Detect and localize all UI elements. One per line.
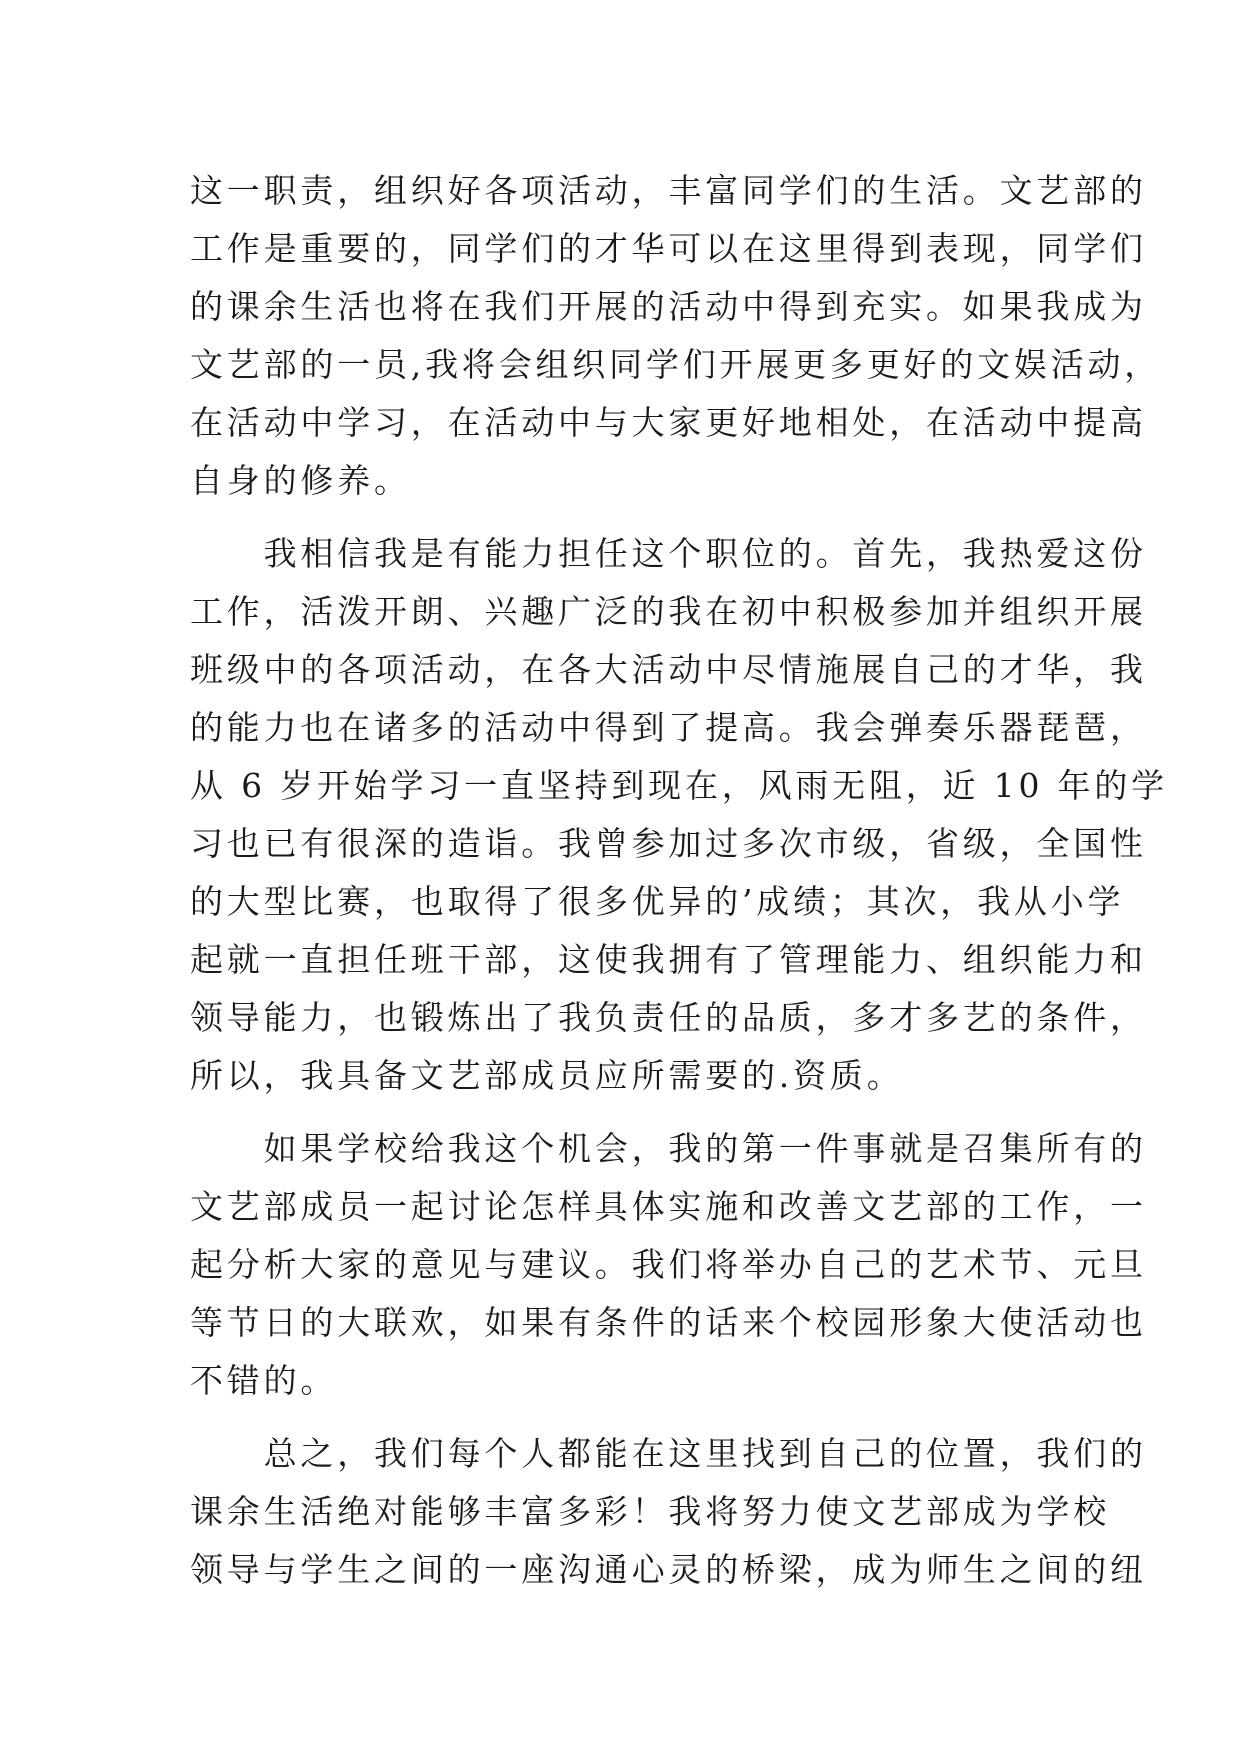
text-line: 工作，活泼开朗、兴趣广泛的我在初中积极参加并组织开展 xyxy=(190,592,1147,631)
paragraph-1 xyxy=(190,162,1162,510)
text-line: 的能力也在诸多的活动中得到了提高。我会弹奏乐器琵琶， xyxy=(190,708,1147,747)
text-line: 在活动中学习，在活动中与大家更好地相处，在活动中提高 xyxy=(190,403,1147,442)
text-line: 课余生活绝对能够丰富多彩！我将努力使文艺部成为学校 xyxy=(190,1492,1110,1531)
paragraph-2 xyxy=(190,525,1168,1105)
text-line: 领导与学生之间的一座沟通心灵的桥梁，成为师生之间的纽 xyxy=(190,1550,1147,1589)
text-line: 工作是重要的，同学们的才华可以在这里得到表现，同学们 xyxy=(190,229,1147,268)
paragraph-spacer xyxy=(190,1105,1070,1120)
paragraph-4 xyxy=(190,1425,1147,1599)
text-line: 班级中的各项活动，在各大活动中尽情施展自己的才华，我 xyxy=(190,650,1147,689)
text-line: 领导能力，也锻炼出了我负责任的品质，多才多艺的条件， xyxy=(190,998,1147,1037)
text-line: 如果学校给我这个机会，我的第一件事就是召集所有的 xyxy=(190,1129,1147,1168)
text-line: 总之，我们每个人都能在这里找到自己的位置，我们的 xyxy=(190,1434,1147,1473)
text-line: 不错的。 xyxy=(190,1361,338,1400)
text-line: 起分析大家的意见与建议。我们将举办自己的艺术节、元旦 xyxy=(190,1245,1147,1284)
text-line: 等节日的大联欢，如果有条件的话来个校园形象大使活动也 xyxy=(190,1303,1147,1342)
text-line: 习也已有很深的造诣。我曾参加过多次市级，省级，全国性 xyxy=(190,824,1147,863)
text-line: 文艺部的一员,我将会组织同学们开展更多更好的文娱活动， xyxy=(190,345,1162,384)
text-line: 我相信我是有能力担任这个职位的。首先，我热爱这份 xyxy=(190,534,1147,573)
document-body xyxy=(190,162,1168,1599)
paragraph-spacer xyxy=(190,1410,1070,1425)
text-line: 的课余生活也将在我们开展的活动中得到充实。如果我成为 xyxy=(190,287,1147,326)
text-line: 自身的修养。 xyxy=(190,461,411,500)
text-line: 文艺部成员一起讨论怎样具体实施和改善文艺部的工作，一 xyxy=(190,1187,1147,1226)
paragraph-spacer xyxy=(190,510,1070,525)
text-line: 这一职责，组织好各项活动，丰富同学们的生活。文艺部的 xyxy=(190,171,1147,210)
text-line: 的大型比赛，也取得了很多优异的’成绩；其次，我从小学 xyxy=(190,882,1125,921)
text-line: 所以，我具备文艺部成员应所需要的.资质。 xyxy=(190,1056,904,1095)
text-line: 从 6 岁开始学习一直坚持到现在，风雨无阻，近 10 年的学 xyxy=(190,766,1168,805)
paragraph-3 xyxy=(190,1120,1147,1410)
text-line: 起就一直担任班干部，这使我拥有了管理能力、组织能力和 xyxy=(190,940,1147,979)
